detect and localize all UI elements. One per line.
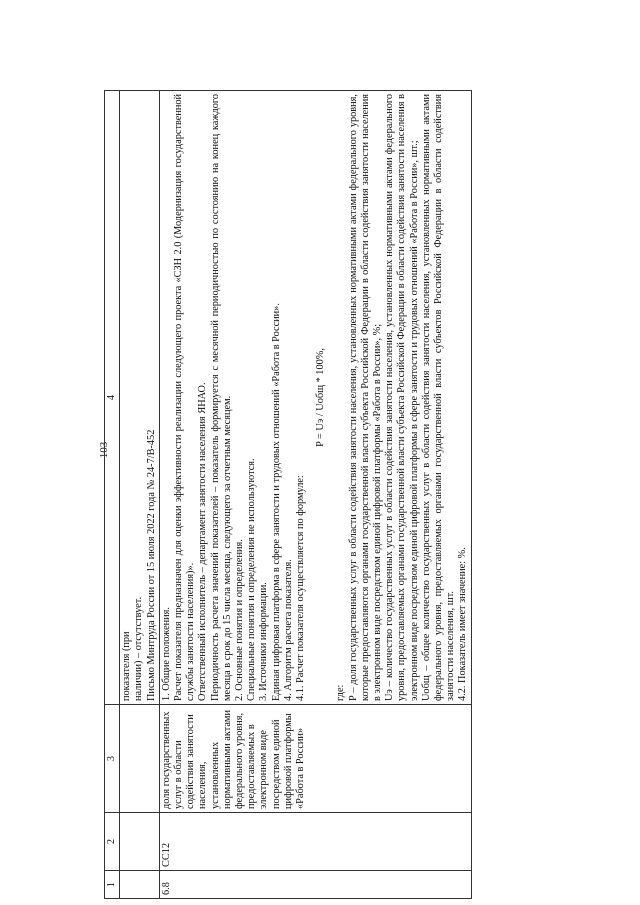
paragraph: 2. Основные понятия и определения. (234, 539, 246, 701)
indicator-row (159, 91, 471, 899)
definition: Uэ – количество государственных услуг в области содействия занятости населения, установленных нормативными актами федерального уровня, предоставляемых органами государственной власти субъекта Российской Федерации в области содействия занятости населения в электронном виде посредством единой цифровой платформы в сфере занятости и трудовых отношений «Работа в России», шт.; (384, 94, 420, 701)
formula: P = Uэ / Uобщ * 100%, (315, 348, 327, 447)
cont-line: Письмо Минтруда России от 15 июля 2022 года № 24-7/В-452 (145, 429, 157, 701)
definition: P – доля государственных услуг в области содействия занятости населения, установленных нормативными актами федерального уровня, которые предоставляются органами государственной власти субъекта Российской Федерации в области содействия занятости населения в электронном виде посредством единой цифровой платформы «Работа в России», %; (347, 94, 384, 701)
paragraph: Периодичность расчета значений показателей – показатель формируется с месячной периодичностью по состоянию на конец каждого месяца в срок до 15 числа месяца, следующего за отчетным месяцем. (209, 94, 233, 701)
paragraph: Ответственный исполнитель – департамент занятости населения ЯНАО. (197, 382, 209, 701)
header-col-1: 1 (105, 871, 120, 899)
row-methodology (159, 91, 471, 705)
page-number: 103 (98, 441, 110, 459)
paragraph: Специальные понятия и определения не используются. (246, 458, 258, 701)
paragraph: Единая цифровая платформа в сфере занятости и трудовых отношений «Работа в России». (270, 303, 282, 701)
indicator-table (104, 90, 472, 899)
header-col-2: 2 (105, 813, 120, 871)
cont-cell-2 (120, 813, 160, 871)
row-number: 6.8 (159, 871, 471, 899)
paragraph: 1. Общие положения. (160, 607, 172, 701)
cont-cell-1 (120, 871, 160, 899)
row-indicator-name: доля государственных услуг в области содействия занятости населения, установленных нормативными актами федерального уровня, предоставляемых в электронном виде посредством единой цифровой платформы «Работа в России» (159, 705, 471, 813)
paragraph: 4. Алгоритм расчета показателя. (282, 559, 294, 701)
paragraph: Расчет показателя предназначен для оценки эффективности реализации следующего проекта «СЗН 2.0 (Модернизация государственной службы занятости населения)». (173, 94, 197, 701)
row-code: СС12 (159, 813, 471, 871)
header-row (105, 91, 120, 899)
cont-cell-3 (120, 705, 160, 813)
definition: Uобщ – общее количество государственных услуг в области содействия занятости населения, установленных нормативными актами федерального уровня, предоставляемых органами государственной власти субъектов Российской Федерации в области содействия занятости населения, шт. (420, 94, 457, 701)
paragraph: 3. Источники информации. (258, 582, 270, 701)
paragraph: 4.1. Расчет показателя осуществляется по формуле: (295, 475, 307, 701)
cont-cell-4 (120, 91, 160, 705)
header-col-4: 4 (105, 91, 120, 705)
definition: 4.2. Показатель имеет значение: %. (457, 547, 469, 701)
cont-line: наличии) – отсутствует. (133, 596, 145, 701)
where-label: где: (335, 684, 347, 701)
continuation-row (120, 91, 160, 899)
rotated-table-page (104, 91, 576, 899)
cont-line: показателя (при (121, 631, 133, 701)
header-col-3: 3 (105, 705, 120, 813)
